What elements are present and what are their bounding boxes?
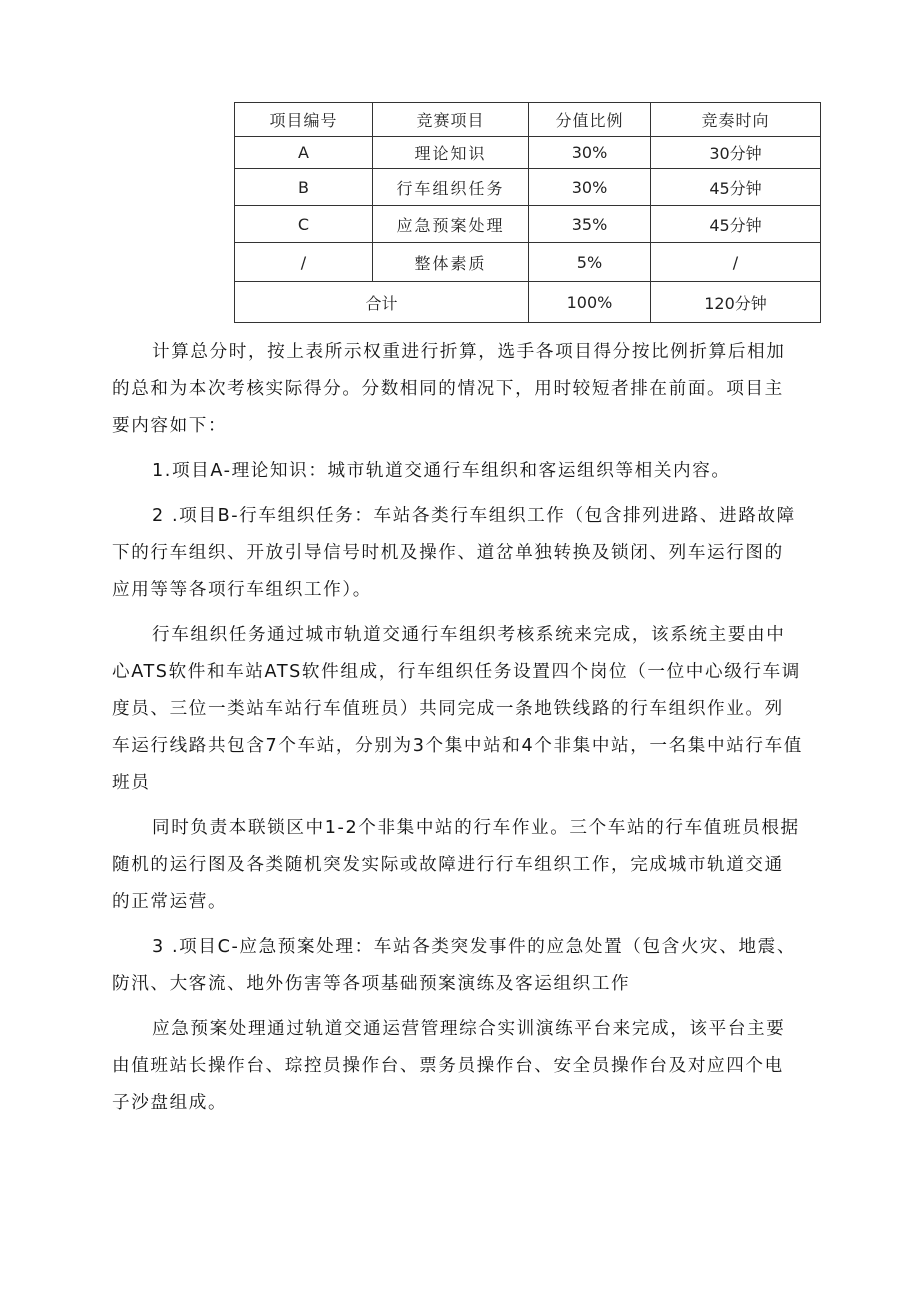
paragraph-ats-system [112, 617, 824, 802]
cell-ratio: 5% [529, 243, 651, 282]
text-line: 计算总分时，按上表所示权重进行折算，选手各项目得分按比例折算后相加 [152, 342, 786, 362]
text-line: 同时负责本联锁区中1-2个非集中站的行车作业。三个车站的行车值班员根据 [152, 818, 800, 838]
text-line: 下的行车组织、开放引导信号时机及操作、道岔单独转换及锁闭、列车运行图的 [112, 543, 784, 563]
header-item: 竞赛项目 [373, 103, 529, 137]
text-line: 2 .项目B-行车组织任务：车站各类行车组织工作（包含排列进路、进路故障 [152, 506, 796, 526]
paragraph-weighting [112, 334, 824, 445]
cell-time: / [651, 243, 821, 282]
text-line: 1.项目A-理论知识：城市轨道交通行车组织和客运组织等相关内容。 [152, 461, 731, 481]
list-item-3 [112, 929, 824, 1003]
cell-ratio: 30% [529, 137, 651, 169]
cell-code: B [235, 169, 373, 206]
table-row [235, 243, 821, 282]
cell-ratio: 35% [529, 206, 651, 243]
cell-total-label: 合计 [235, 282, 529, 323]
paragraph-duty-officers [112, 810, 824, 921]
text-line: 应用等等各项行车组织工作）。 [112, 580, 372, 600]
text-line: 由值班站长操作台、琮控员操作台、票务员操作台、安全员操作台及对应四个电 [112, 1056, 784, 1076]
cell-item: 整体素质 [373, 243, 529, 282]
score-table [234, 102, 821, 323]
table-row [235, 206, 821, 243]
header-code: 项目编号 [235, 103, 373, 137]
table-row [235, 137, 821, 169]
text-line: 子沙盘组成。 [112, 1093, 228, 1113]
cell-code: / [235, 243, 373, 282]
body-text [112, 334, 824, 1122]
table-row [235, 169, 821, 206]
cell-ratio: 30% [529, 169, 651, 206]
cell-time: 30分钟 [651, 137, 821, 169]
text-line: 心ATS软件和车站ATS软件组成，行车组织任务设置四个岗位（一位中心级行车调 [112, 662, 801, 682]
text-line: 应急预案处理通过轨道交通运营管理综合实训演练平台来完成，该平台主要 [152, 1019, 786, 1039]
cell-code: A [235, 137, 373, 169]
paragraph-emergency-platform [112, 1011, 824, 1122]
text-line: 度员、三位一类站车站行车值班员）共同完成一条地铁线路的行车组织作业。列 [112, 699, 784, 719]
header-ratio: 分值比例 [529, 103, 651, 137]
cell-time: 45分钟 [651, 206, 821, 243]
header-time: 竞奏时向 [651, 103, 821, 137]
text-line: 要内容如下： [112, 416, 228, 436]
cell-total-time: 120分钟 [651, 282, 821, 323]
table-header-row [235, 103, 821, 137]
cell-item: 应急预案处理 [373, 206, 529, 243]
cell-total-ratio: 100% [529, 282, 651, 323]
table-total-row [235, 282, 821, 323]
text-line: 车运行线路共包含7个车站，分别为3个集中站和4个非集中站，一名集中站行车值 [112, 736, 803, 756]
text-line: 的总和为本次考核实际得分。分数相同的情况下，用时较短者排在前面。项目主 [112, 379, 784, 399]
text-line: 的正常运营。 [112, 892, 228, 912]
list-item-1 [112, 453, 824, 490]
text-line: 随机的运行图及各类随机突发实际或故障进行行车组织工作，完成城市轨道交通 [112, 855, 784, 875]
text-line: 3 .项目C-应急预案处理：车站各类突发事件的应急处置（包含火灾、地震、 [152, 937, 797, 957]
cell-time: 45分钟 [651, 169, 821, 206]
cell-item: 行车组织任务 [373, 169, 529, 206]
list-item-2 [112, 498, 824, 609]
cell-item: 理论知识 [373, 137, 529, 169]
text-line: 防汛、大客流、地外伤害等各项基础预案演练及客运组织工作 [112, 974, 631, 994]
text-line: 行车组织任务通过城市轨道交通行车组织考核系统来完成，该系统主要由中 [152, 625, 786, 645]
text-line: 班员 [112, 773, 151, 793]
cell-code: C [235, 206, 373, 243]
